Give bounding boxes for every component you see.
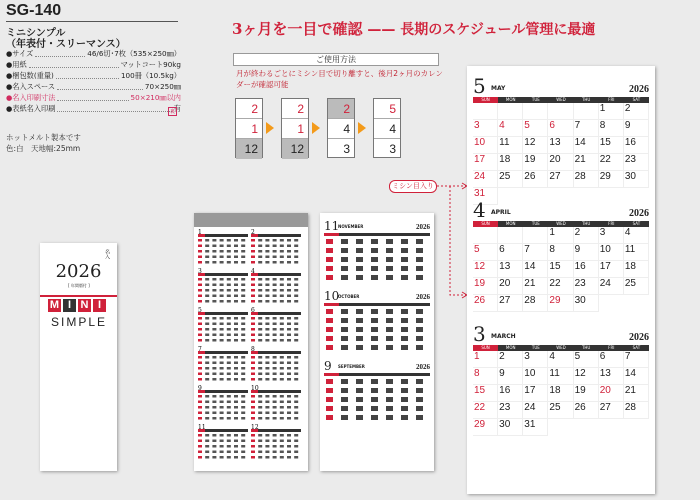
svg-text:11: 11 [198, 424, 206, 431]
weekday-label: FRI [608, 97, 615, 102]
day-cell: 6 [548, 120, 573, 137]
day-cell: 4 [548, 351, 573, 368]
svg-text:10: 10 [251, 385, 259, 392]
dotted-leader [35, 49, 85, 57]
day-cell: 19 [523, 154, 548, 171]
day-cell: 5 [574, 351, 599, 368]
usage-step-month: 4 [374, 119, 400, 139]
day-cell: 22 [473, 402, 498, 419]
day-cell: 28 [523, 295, 548, 312]
weekday-label: WED [556, 221, 566, 226]
day-cell: 8 [599, 120, 624, 137]
day-cell: 12 [574, 368, 599, 385]
model-number: SG-140 [6, 2, 62, 19]
weekday-label: SUN [473, 97, 498, 103]
day-cell: 17 [473, 154, 498, 171]
month-year: 2026 [416, 223, 430, 231]
day-cell: 10 [473, 137, 498, 154]
day-cell: 16 [498, 385, 523, 402]
svg-text:4: 4 [251, 268, 255, 275]
day-cell [574, 103, 599, 120]
day-cell: 9 [574, 244, 599, 261]
mini-logo-letter: N [78, 299, 91, 312]
weekday-label: SAT [632, 97, 641, 102]
weekday-label: SAT [632, 345, 641, 350]
day-cell [473, 103, 498, 120]
cover-side-text: 名入 [104, 249, 110, 259]
day-cell: 31 [473, 188, 498, 205]
usage-step-month: 5 [374, 99, 400, 119]
weekday-label: THU [581, 221, 591, 226]
month-header [473, 198, 649, 220]
day-cell: 18 [498, 154, 523, 171]
usage-step-month: 12 [236, 139, 262, 159]
day-cell: 29 [473, 419, 498, 436]
weekday-label: WED [556, 97, 566, 102]
day-cell [523, 103, 548, 120]
spec-label: ● 梱包数(重量) [6, 71, 54, 81]
ura-badge: 裏 [169, 109, 175, 115]
day-cell: 27 [548, 171, 573, 188]
day-cell: 24 [599, 278, 624, 295]
day-cell: 21 [523, 278, 548, 295]
usage-step-month: 3 [389, 142, 396, 156]
svg-text:9: 9 [198, 385, 202, 392]
spec-row [6, 93, 181, 103]
headline-dash: —— [367, 22, 396, 38]
day-cell: 14 [523, 261, 548, 278]
day-cell: 30 [624, 171, 649, 188]
day-cell: 4 [498, 120, 523, 137]
dotted-leader [56, 71, 119, 79]
day-cell: 24 [523, 402, 548, 419]
weekday-label: MON [505, 97, 516, 102]
day-cell: 12 [523, 137, 548, 154]
usage-step-month: 12 [282, 139, 308, 159]
day-cell: 5 [473, 244, 498, 261]
spec-label: ● 用紙 [6, 60, 27, 70]
simple-logo: SIMPLE [50, 315, 107, 329]
day-cell: 7 [523, 244, 548, 261]
day-cell: 20 [498, 278, 523, 295]
day-cell: 1 [548, 227, 573, 244]
day-grid [473, 227, 649, 312]
month-year: 2026 [629, 84, 649, 95]
day-cell: 17 [599, 261, 624, 278]
weekday-label: TUE [531, 345, 540, 350]
dotted-leader [29, 60, 119, 68]
headline-main: 3ヶ月を一目で確認 [232, 20, 363, 38]
day-cell: 24 [473, 171, 498, 188]
usage-step-month: 2 [328, 99, 354, 119]
year-mini-calendars [198, 229, 304, 464]
day-cell: 30 [498, 419, 523, 436]
day-cell: 14 [574, 137, 599, 154]
color-note: 色:白 天地幅:25mm [6, 144, 81, 153]
weekday-label: FRI [608, 221, 615, 226]
day-grid [473, 351, 649, 436]
day-cell: 3 [523, 351, 548, 368]
dotted-leader [57, 82, 143, 90]
cover-year: 2026 [55, 261, 102, 282]
day-cell: 15 [548, 261, 573, 278]
mini-logo-letter: M [49, 299, 60, 311]
svg-text:8: 8 [251, 346, 255, 353]
day-cell: 16 [624, 137, 649, 154]
month-calendar [473, 198, 649, 312]
day-cell [548, 103, 573, 120]
headline-sub: 長期のスケジュール管理に最適 [400, 22, 596, 38]
product-cover [40, 243, 117, 471]
spec-row [6, 49, 181, 59]
day-cell: 28 [624, 402, 649, 419]
arrow-right-icon [358, 122, 366, 134]
day-cell: 5 [523, 120, 548, 137]
weekday-label: WED [556, 345, 566, 350]
day-cell: 15 [599, 137, 624, 154]
day-cell: 22 [548, 278, 573, 295]
usage-step-month: 2 [282, 99, 308, 119]
month-number: 4 [473, 198, 486, 222]
month-number: 11 [324, 219, 340, 233]
month-calendar [473, 74, 649, 205]
year-page-header [194, 213, 308, 227]
usage-step-month: 2 [236, 99, 262, 119]
day-cell [473, 227, 498, 244]
spec-label: ● 名入スペース [6, 82, 55, 92]
day-cell: 13 [498, 261, 523, 278]
month-calendar [324, 219, 430, 287]
day-cell: 7 [574, 120, 599, 137]
day-cell: 23 [624, 154, 649, 171]
usage-step-month: 3 [343, 142, 350, 156]
day-cell: 11 [548, 368, 573, 385]
day-cell: 26 [574, 402, 599, 419]
spec-value: 46/6切･7枚（535×250㎜） [87, 49, 181, 58]
day-cell: 20 [599, 385, 624, 402]
day-cell: 7 [624, 351, 649, 368]
day-cell: 1 [599, 103, 624, 120]
month-name: NOVEMBER [338, 224, 364, 229]
day-cell: 6 [599, 351, 624, 368]
day-cell: 19 [574, 385, 599, 402]
three-month-page-2 [320, 213, 434, 471]
month-header [324, 289, 430, 303]
weekday-label: SUN [473, 221, 498, 227]
spec-label: ● サイズ [6, 49, 33, 59]
day-cell: 2 [498, 351, 523, 368]
usage-step [281, 98, 309, 158]
day-cell: 18 [624, 261, 649, 278]
day-cell: 10 [599, 244, 624, 261]
day-cell: 31 [523, 419, 548, 436]
day-cell: 3 [473, 120, 498, 137]
month-name: OCTOBER [338, 294, 360, 299]
month-header [473, 74, 649, 96]
svg-text:6: 6 [251, 307, 255, 314]
mini-day-grid [324, 233, 430, 283]
spec-value: マットコート90kg [120, 60, 181, 69]
month-calendar [324, 289, 430, 357]
day-cell [498, 227, 523, 244]
month-number: 9 [324, 359, 332, 373]
dotted-leader [57, 104, 171, 112]
arrow-right-icon [266, 122, 274, 134]
day-cell: 9 [624, 120, 649, 137]
day-cell: 10 [523, 368, 548, 385]
day-cell: 11 [624, 244, 649, 261]
day-cell: 29 [548, 295, 573, 312]
day-cell: 8 [548, 244, 573, 261]
month-number: 10 [324, 289, 340, 303]
day-cell: 11 [498, 137, 523, 154]
spec-value: 70×250㎜ [144, 82, 181, 91]
svg-text:1: 1 [198, 229, 202, 236]
usage-step [327, 98, 355, 158]
day-cell: 26 [473, 295, 498, 312]
product-name: ミニシンプル [6, 28, 66, 39]
weekday-label: FRI [608, 345, 615, 350]
day-grid [473, 103, 649, 205]
day-cell: 2 [574, 227, 599, 244]
day-cell: 19 [473, 278, 498, 295]
spec-value: 100冊（10.5kg） [120, 71, 181, 80]
weekday-label: TUE [531, 221, 540, 226]
day-cell: 15 [473, 385, 498, 402]
usage-description: 月が終わるごとにミシン目で切り離すと、後月2ヶ月のカレンダーが確認可能 [236, 69, 443, 89]
day-cell: 3 [599, 227, 624, 244]
spec-row [6, 71, 181, 81]
day-cell: 29 [599, 171, 624, 188]
day-cell [523, 227, 548, 244]
day-cell: 4 [624, 227, 649, 244]
usage-step-month: 1 [282, 119, 308, 139]
mini-day-grid [324, 303, 430, 353]
mini-day-grid [324, 373, 430, 423]
day-cell: 25 [548, 402, 573, 419]
spec-value: 有 [173, 104, 181, 113]
day-cell: 12 [473, 261, 498, 278]
svg-text:12: 12 [251, 424, 259, 431]
month-year: 2026 [629, 332, 649, 343]
spec-label: ● 名入印刷寸法 [6, 93, 55, 103]
month-name: MARCH [491, 333, 516, 340]
spec-value: 50×210㎜以内 [130, 93, 181, 102]
weekday-label: SAT [632, 221, 641, 226]
day-cell: 23 [574, 278, 599, 295]
spec-row [6, 104, 181, 114]
usage-step [373, 98, 401, 158]
mini-logo-letter: I [93, 299, 106, 312]
month-header [324, 219, 430, 233]
arrow-right-icon [312, 122, 320, 134]
month-year: 2026 [629, 208, 649, 219]
day-cell: 25 [624, 278, 649, 295]
month-header [473, 322, 649, 344]
usage-step-month: 4 [328, 119, 354, 139]
binding-note: ホットメルト製本です [6, 133, 81, 142]
month-header [324, 359, 430, 373]
mini-logo-letter: I [63, 299, 76, 312]
usage-title: ご使用方法 [233, 53, 439, 66]
month-name: MAY [491, 85, 506, 92]
month-calendar [324, 359, 430, 427]
day-cell [498, 103, 523, 120]
svg-text:7: 7 [198, 346, 202, 353]
month-number: 3 [473, 322, 486, 346]
headline [232, 18, 595, 39]
day-cell: 2 [624, 103, 649, 120]
svg-text:5: 5 [198, 307, 202, 314]
year-calendar-page [194, 213, 308, 471]
weekday-label: THU [581, 97, 591, 102]
month-name: SEPTEMBER [338, 364, 365, 369]
day-cell: 21 [574, 154, 599, 171]
mini-logo [48, 299, 106, 312]
weekday-label: MON [505, 345, 516, 350]
day-cell: 27 [498, 295, 523, 312]
month-year: 2026 [416, 293, 430, 301]
day-cell: 21 [624, 385, 649, 402]
month-number: 5 [473, 74, 486, 98]
cover-mini-calendar [70, 341, 110, 411]
spec-row [6, 82, 181, 92]
svg-text:2: 2 [251, 229, 255, 236]
month-year: 2026 [416, 363, 430, 371]
day-cell: 16 [574, 261, 599, 278]
day-cell: 1 [473, 351, 498, 368]
three-month-calendar [467, 66, 655, 494]
day-cell: 8 [473, 368, 498, 385]
day-cell: 27 [599, 402, 624, 419]
perforation-label: ミシン目入り [389, 180, 437, 193]
divider [6, 21, 178, 22]
day-cell: 28 [574, 171, 599, 188]
svg-text:3: 3 [198, 268, 202, 275]
day-cell: 26 [523, 171, 548, 188]
day-cell: 23 [498, 402, 523, 419]
product-subname: （年表付・スリーマンス） [6, 39, 126, 50]
month-name: APRIL [491, 209, 511, 216]
usage-step-month: 1 [236, 119, 262, 139]
day-cell: 17 [523, 385, 548, 402]
spec-label: ● 表紙名入印刷 [6, 104, 55, 114]
cover-subtitle: [ 年間暦付 ] [68, 283, 90, 288]
day-cell: 18 [548, 385, 573, 402]
weekday-label: THU [581, 345, 591, 350]
day-cell: 30 [574, 295, 599, 312]
cover-band [40, 295, 117, 297]
weekday-label: MON [505, 221, 516, 226]
usage-step [235, 98, 263, 158]
day-cell: 14 [624, 368, 649, 385]
spec-row [6, 60, 181, 70]
day-cell: 22 [599, 154, 624, 171]
weekday-label: SUN [473, 345, 498, 351]
perforation-pointer [430, 180, 470, 300]
dotted-leader [57, 93, 128, 101]
day-cell: 9 [498, 368, 523, 385]
day-cell: 13 [599, 368, 624, 385]
day-cell: 13 [548, 137, 573, 154]
day-cell: 6 [498, 244, 523, 261]
day-cell: 20 [548, 154, 573, 171]
month-calendar [473, 322, 649, 436]
weekday-label: TUE [531, 97, 540, 102]
day-cell: 25 [498, 171, 523, 188]
